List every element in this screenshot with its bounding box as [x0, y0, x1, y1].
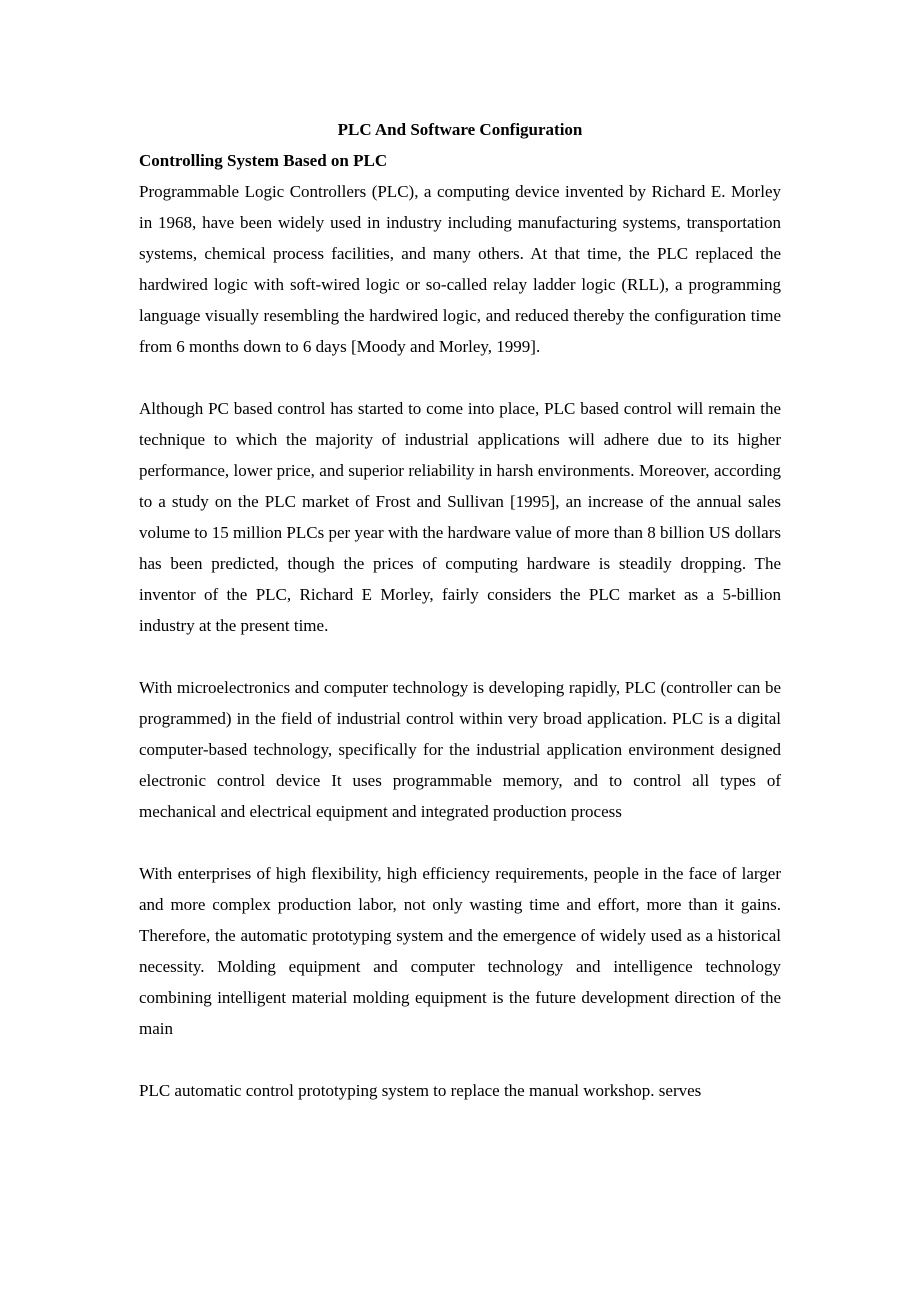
document-body	[139, 114, 781, 1106]
paragraph-plc-market: Although PC based control has started to come into place, PLC based control will remain the technique to which the majority of industrial applications will adhere due to its higher performance, lower price, and superior reliability in harsh environments. Moreover, according to a study on the PLC market of Frost and Sullivan [1995], an increase of the annual sales volume to 15 million PLCs per year with the hardware value of more than 8 billion US dollars has been predicted, though the prices of computing hardware is steadily dropping. The inventor of the PLC, Richard E Morley, fairly considers the PLC market as a 5-billion industry at the present time.	[139, 399, 781, 635]
paragraph-prototyping-system: PLC automatic control prototyping system to replace the manual workshop. serves	[139, 1081, 702, 1100]
section-heading: Controlling System Based on PLC	[139, 151, 388, 170]
paragraph-enterprise-flexibility: With enterprises of high flexibility, high efficiency requirements, people in the face of larger and more complex production labor, not only wasting time and effort, more than it gains. Therefore, the automatic prototyping system and the emergence of widely used as a historical necessity. Molding equipment and computer technology and intelligence technology combining intelligent material molding equipment is the future development direction of the main	[139, 864, 781, 1038]
paragraph-plc-technology: With microelectronics and computer technology is developing rapidly, PLC (controller can be programmed) in the field of industrial control within very broad application. PLC is a digital computer-based technology, specifically for the industrial application environment designed electronic control device It uses programmable memory, and to control all types of mechanical and electrical equipment and integrated production process	[139, 678, 781, 821]
document-title: PLC And Software Configuration	[337, 120, 583, 139]
paragraph-plc-history: Programmable Logic Controllers (PLC), a computing device invented by Richard E. Morley in 1968, have been widely used in industry including manufacturing systems, transportation systems, chemical process facilities, and many others. At that time, the PLC replaced the hardwired logic with soft-wired logic or so-called relay ladder logic (RLL), a programming language visually resembling the hardwired logic, and reduced thereby the configuration time from 6 months down to 6 days [Moody and Morley, 1999].	[139, 182, 781, 356]
